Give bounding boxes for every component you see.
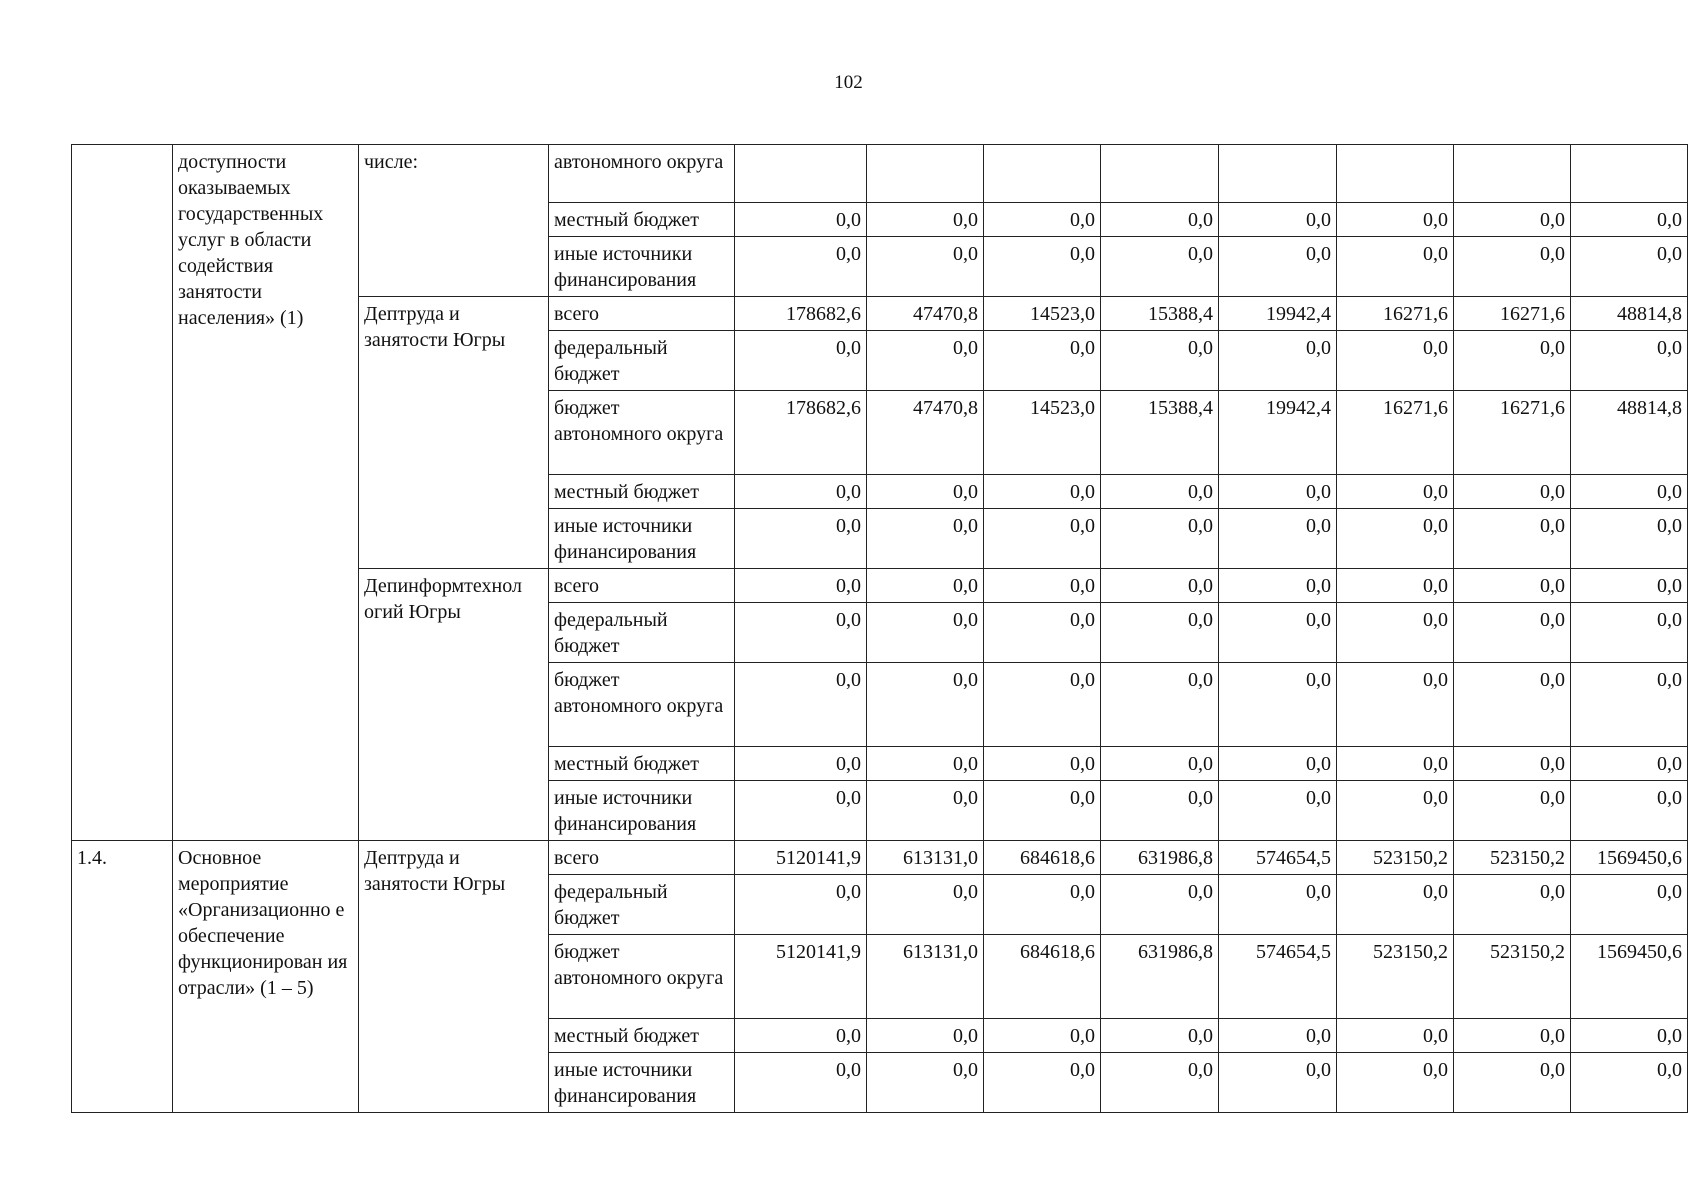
amount-cell: 0,0 [1454,509,1571,569]
amount-cell: 0,0 [1219,509,1337,569]
funding-source-cell: всего [549,841,735,875]
amount-cell: 613131,0 [867,935,984,1019]
amount-cell: 14523,0 [984,297,1101,331]
funding-source-cell: местный бюджет [549,203,735,237]
amount-cell [984,145,1101,203]
amount-cell: 0,0 [735,203,867,237]
amount-cell: 523150,2 [1454,841,1571,875]
amount-cell: 0,0 [1219,603,1337,663]
amount-cell: 0,0 [735,569,867,603]
amount-cell: 178682,6 [735,391,867,475]
amount-cell: 0,0 [1337,747,1454,781]
funding-source-cell: федеральный бюджет [549,331,735,391]
amount-cell: 0,0 [867,747,984,781]
amount-cell: 0,0 [1571,1019,1688,1053]
amount-cell: 0,0 [984,1053,1101,1113]
amount-cell: 0,0 [1571,203,1688,237]
amount-cell: 0,0 [1219,875,1337,935]
amount-cell: 0,0 [1571,781,1688,841]
amount-cell: 48814,8 [1571,391,1688,475]
activity-title-cell: доступности оказываемых государственных услуг в области содействия занятости населения» (1) [173,145,359,841]
amount-cell: 631986,8 [1101,841,1219,875]
amount-cell: 15388,4 [1101,297,1219,331]
table-row [72,841,1688,875]
amount-cell: 0,0 [1337,237,1454,297]
amount-cell: 1569450,6 [1571,841,1688,875]
amount-cell: 523150,2 [1337,841,1454,875]
amount-cell: 0,0 [1571,569,1688,603]
funding-source-cell: иные источники финансирования [549,509,735,569]
amount-cell: 0,0 [1337,331,1454,391]
amount-cell: 684618,6 [984,841,1101,875]
amount-cell: 0,0 [984,509,1101,569]
page-number: 102 [834,72,863,93]
amount-cell: 5120141,9 [735,935,867,1019]
amount-cell: 0,0 [1101,1019,1219,1053]
amount-cell: 0,0 [984,781,1101,841]
amount-cell: 5120141,9 [735,841,867,875]
funding-source-cell: федеральный бюджет [549,875,735,935]
amount-cell: 0,0 [1219,781,1337,841]
item-number-cell [72,145,173,841]
amount-cell: 0,0 [735,875,867,935]
amount-cell: 0,0 [867,663,984,747]
amount-cell: 0,0 [984,1019,1101,1053]
amount-cell: 0,0 [984,331,1101,391]
amount-cell: 0,0 [1337,603,1454,663]
amount-cell: 0,0 [984,875,1101,935]
amount-cell: 0,0 [1101,875,1219,935]
executor-cell: Депинформтехнол огий Югры [359,569,549,841]
amount-cell: 16271,6 [1454,297,1571,331]
funding-source-cell: иные источники финансирования [549,237,735,297]
amount-cell: 0,0 [1337,509,1454,569]
amount-cell: 19942,4 [1219,297,1337,331]
amount-cell: 0,0 [1454,331,1571,391]
amount-cell: 0,0 [1337,781,1454,841]
amount-cell: 0,0 [1337,1019,1454,1053]
amount-cell: 0,0 [984,663,1101,747]
amount-cell: 0,0 [735,747,867,781]
amount-cell: 613131,0 [867,841,984,875]
amount-cell: 16271,6 [1454,391,1571,475]
executor-cell: Дептруда и занятости Югры [359,297,549,569]
funding-source-cell: местный бюджет [549,747,735,781]
amount-cell: 0,0 [1454,875,1571,935]
executor-cell: Дептруда и занятости Югры [359,841,549,1113]
amount-cell: 0,0 [1101,203,1219,237]
amount-cell: 0,0 [867,1019,984,1053]
amount-cell [1454,145,1571,203]
amount-cell: 0,0 [984,203,1101,237]
amount-cell: 0,0 [1219,663,1337,747]
funding-source-cell: бюджет автономного округа [549,935,735,1019]
executor-cell: числе: [359,145,549,297]
funding-source-cell: иные источники финансирования [549,1053,735,1113]
amount-cell: 1569450,6 [1571,935,1688,1019]
funding-source-cell: иные источники финансирования [549,781,735,841]
amount-cell: 0,0 [867,475,984,509]
amount-cell: 0,0 [1571,475,1688,509]
amount-cell: 0,0 [1219,331,1337,391]
funding-source-cell: местный бюджет [549,1019,735,1053]
amount-cell: 0,0 [1219,747,1337,781]
amount-cell [1571,145,1688,203]
amount-cell: 0,0 [1337,475,1454,509]
activity-title-cell: Основное мероприятие «Организационно е обеспечение функционирован ия отрасли» (1 – 5) [173,841,359,1113]
amount-cell: 48814,8 [1571,297,1688,331]
amount-cell: 0,0 [984,603,1101,663]
amount-cell: 0,0 [1571,1053,1688,1113]
amount-cell: 0,0 [735,1019,867,1053]
amount-cell: 0,0 [1219,1053,1337,1113]
funding-source-cell: бюджет автономного округа [549,391,735,475]
amount-cell: 16271,6 [1337,297,1454,331]
amount-cell [1219,145,1337,203]
amount-cell: 0,0 [1101,237,1219,297]
amount-cell: 0,0 [984,747,1101,781]
amount-cell: 0,0 [735,509,867,569]
amount-cell: 0,0 [1454,1053,1571,1113]
amount-cell: 0,0 [1571,875,1688,935]
amount-cell: 574654,5 [1219,935,1337,1019]
amount-cell: 0,0 [1454,203,1571,237]
amount-cell: 15388,4 [1101,391,1219,475]
amount-cell: 631986,8 [1101,935,1219,1019]
amount-cell: 0,0 [735,1053,867,1113]
funding-source-cell: федеральный бюджет [549,603,735,663]
amount-cell: 47470,8 [867,391,984,475]
amount-cell: 0,0 [735,603,867,663]
amount-cell: 0,0 [1101,603,1219,663]
amount-cell: 0,0 [867,875,984,935]
amount-cell: 0,0 [1219,237,1337,297]
amount-cell: 0,0 [867,203,984,237]
amount-cell: 0,0 [735,331,867,391]
amount-cell: 0,0 [1571,237,1688,297]
amount-cell: 0,0 [984,237,1101,297]
amount-cell: 0,0 [867,1053,984,1113]
amount-cell: 0,0 [1571,747,1688,781]
amount-cell: 0,0 [1101,331,1219,391]
funding-source-cell: местный бюджет [549,475,735,509]
amount-cell: 0,0 [1219,475,1337,509]
amount-cell: 0,0 [735,475,867,509]
amount-cell: 523150,2 [1454,935,1571,1019]
amount-cell: 0,0 [1337,1053,1454,1113]
amount-cell: 19942,4 [1219,391,1337,475]
amount-cell: 0,0 [1337,203,1454,237]
amount-cell: 0,0 [867,509,984,569]
amount-cell [1101,145,1219,203]
amount-cell: 0,0 [735,781,867,841]
amount-cell: 178682,6 [735,297,867,331]
amount-cell: 0,0 [1101,509,1219,569]
amount-cell: 0,0 [1454,237,1571,297]
amount-cell: 0,0 [1454,747,1571,781]
amount-cell: 0,0 [867,569,984,603]
amount-cell [1337,145,1454,203]
item-number-cell: 1.4. [72,841,173,1113]
financing-table [71,144,1688,1113]
amount-cell: 0,0 [1101,781,1219,841]
amount-cell: 0,0 [1571,509,1688,569]
funding-source-cell: всего [549,569,735,603]
amount-cell: 0,0 [867,331,984,391]
amount-cell: 0,0 [867,603,984,663]
amount-cell: 0,0 [984,475,1101,509]
amount-cell: 0,0 [1571,331,1688,391]
amount-cell: 0,0 [1101,475,1219,509]
amount-cell: 0,0 [867,781,984,841]
amount-cell: 0,0 [1101,569,1219,603]
amount-cell: 0,0 [735,237,867,297]
funding-source-cell: автономного округа [549,145,735,203]
amount-cell: 0,0 [1571,663,1688,747]
amount-cell: 0,0 [1337,875,1454,935]
amount-cell: 0,0 [1219,1019,1337,1053]
amount-cell: 684618,6 [984,935,1101,1019]
amount-cell: 0,0 [735,663,867,747]
amount-cell: 0,0 [1571,603,1688,663]
funding-source-cell: всего [549,297,735,331]
amount-cell: 0,0 [1337,569,1454,603]
amount-cell: 0,0 [1219,203,1337,237]
amount-cell [735,145,867,203]
amount-cell: 0,0 [1337,663,1454,747]
table-row [72,145,1688,203]
amount-cell: 523150,2 [1337,935,1454,1019]
amount-cell: 0,0 [1219,569,1337,603]
amount-cell [867,145,984,203]
amount-cell: 14523,0 [984,391,1101,475]
amount-cell: 574654,5 [1219,841,1337,875]
amount-cell: 0,0 [1454,1019,1571,1053]
amount-cell: 0,0 [984,569,1101,603]
amount-cell: 0,0 [1454,663,1571,747]
amount-cell: 0,0 [1454,781,1571,841]
amount-cell: 0,0 [1101,663,1219,747]
amount-cell: 0,0 [1101,747,1219,781]
amount-cell: 0,0 [1454,569,1571,603]
amount-cell: 0,0 [1454,475,1571,509]
amount-cell: 0,0 [1454,603,1571,663]
amount-cell: 47470,8 [867,297,984,331]
funding-source-cell: бюджет автономного округа [549,663,735,747]
amount-cell: 0,0 [1101,1053,1219,1113]
amount-cell: 0,0 [867,237,984,297]
amount-cell: 16271,6 [1337,391,1454,475]
